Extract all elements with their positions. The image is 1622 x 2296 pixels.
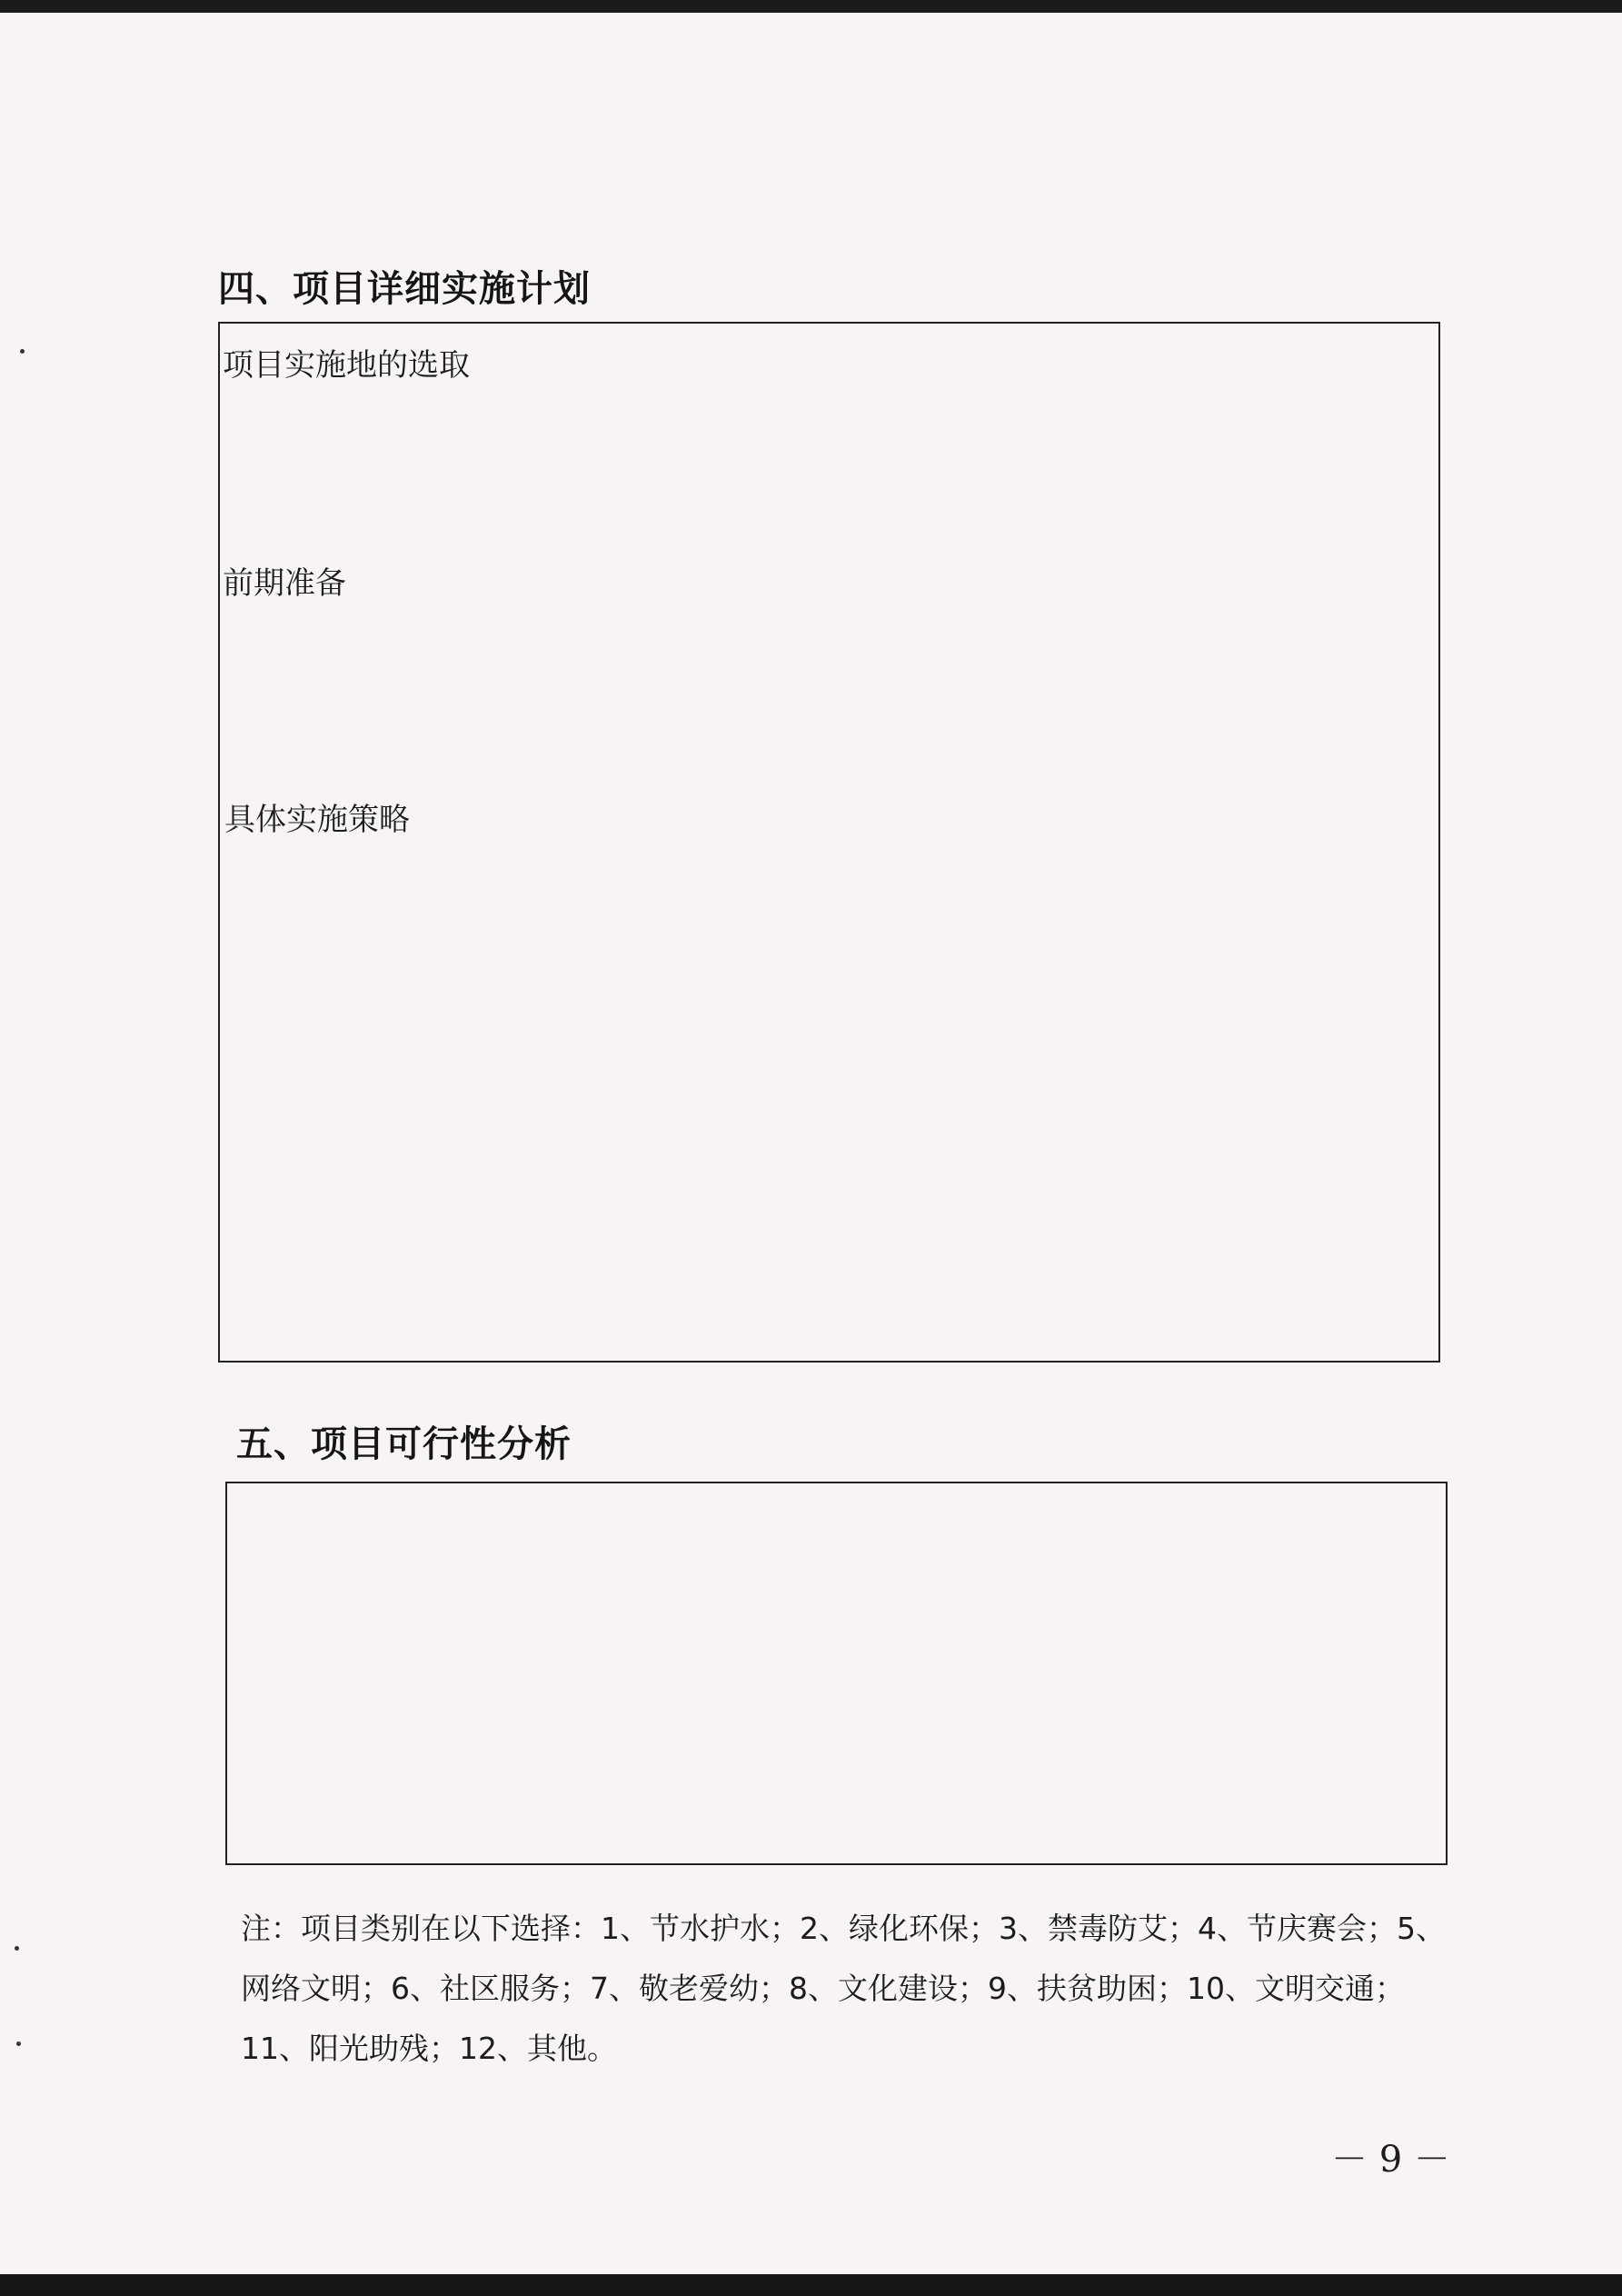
implementation-plan-box: [218, 322, 1440, 1363]
section-4-heading: 四、项目详细实施计划: [218, 268, 591, 310]
scan-speck: [15, 1946, 19, 1951]
scan-speck: [16, 2041, 21, 2046]
scan-bottom-edge: [0, 2274, 1622, 2296]
document-page: [0, 13, 1622, 2285]
preparation-label: 前期准备: [223, 565, 346, 602]
page-number: － 9 －: [1331, 2139, 1450, 2181]
strategy-label: 具体实施策略: [224, 802, 410, 838]
site-selection-label: 项目实施地的选取: [223, 347, 470, 384]
section-5-heading: 五、项目可行性分析: [236, 1423, 572, 1465]
project-category-note: 注：项目类别在以下选择：1、节水护水；2、绿化环保；3、禁毒防艾；4、节庆赛会；5、网络文明；6、社区服务；7、敬老爱幼；8、文化建设；9、扶贫助困；10、文明交通；11、阳光助残；12、其他。: [241, 1911, 1446, 2066]
scan-speck: [20, 349, 25, 354]
feasibility-analysis-box: [225, 1482, 1448, 1865]
